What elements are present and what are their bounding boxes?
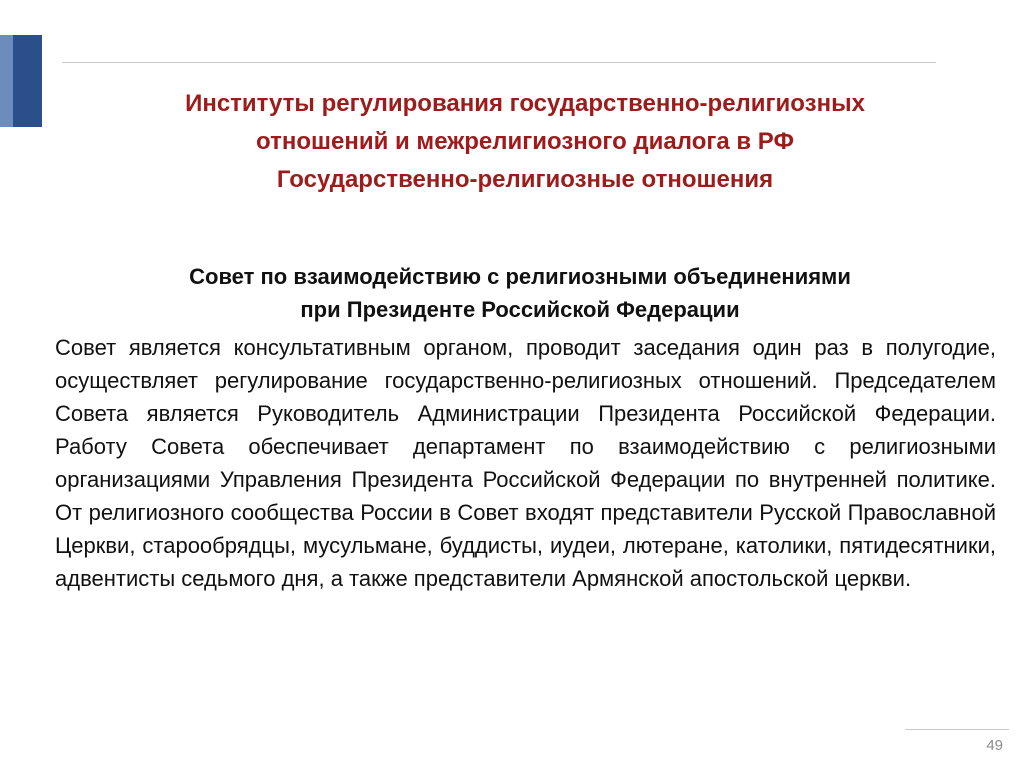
section-heading-line-1: Совет по взаимодействию с религиозными объединениями <box>189 264 851 289</box>
header-divider <box>62 62 936 63</box>
slide-title <box>60 85 990 199</box>
page-number: 49 <box>986 737 1003 754</box>
section-body: Совет является консультативным органом, проводит заседания один раз в полугодие, осуществляет регулирование государственно-религиозных отношений. Председателем Совета является Руководитель Администрации Президента Российской Федерации. Работу Совета обеспечивает департамент по взаимодействию с религиозными организациями Управления Президента Российской Федерации по внутренней политике. От религиозного сообщества России в Совет входят представители Русской Православной Церкви, старообрядцы, мусульмане, буддисты, иудеи, лютеране, католики, пятидесятники, адвентисты седьмого дня, а также представители Армянской апостольской церкви. <box>55 335 996 591</box>
title-line-2: отношений и межрелигиозного диалога в РФ <box>256 128 794 155</box>
title-line-1: Институты регулирования государственно-религиозных <box>185 90 865 117</box>
title-line-3: Государственно-религиозные отношения <box>276 166 774 193</box>
section-heading-line-2: при Президенте Российской Федерации <box>300 297 740 322</box>
footer-divider <box>905 729 1009 730</box>
section-heading <box>40 260 1000 326</box>
accent-stripe <box>0 35 13 127</box>
